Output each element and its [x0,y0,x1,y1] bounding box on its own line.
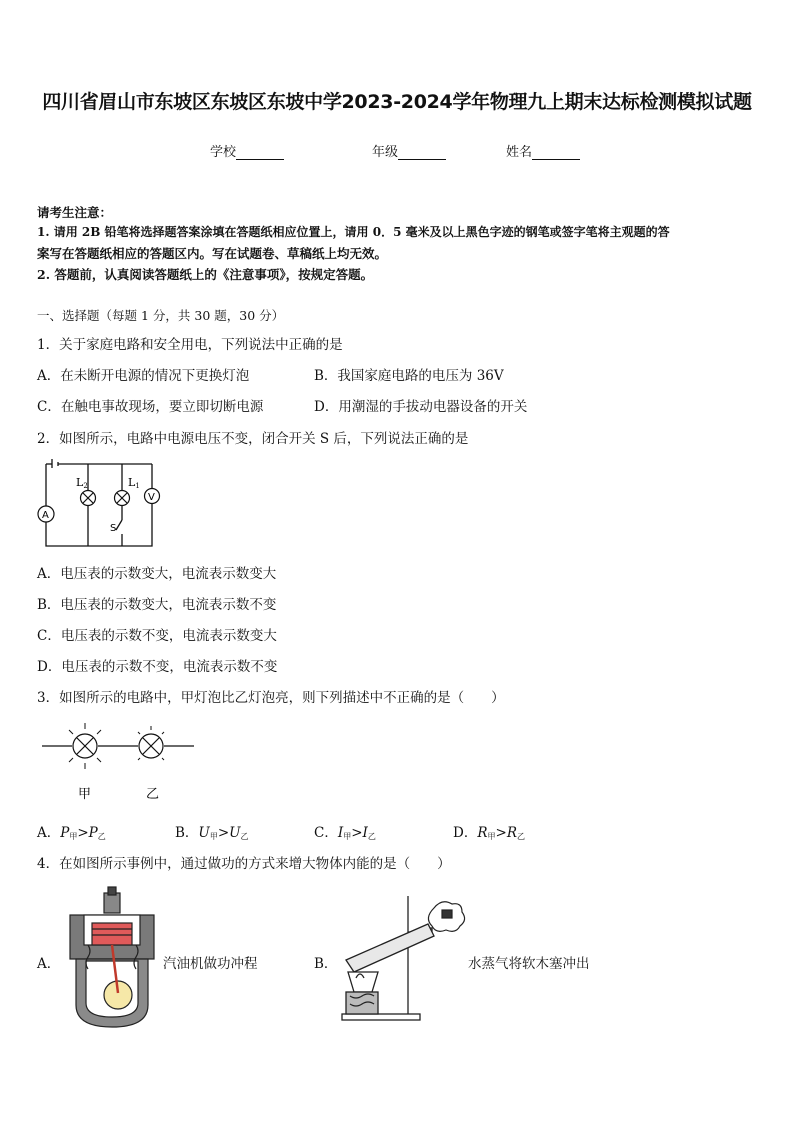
notice-line-2: 2. 答题前，认真阅读答题纸上的《注意事项》，按规定答题。 [37,267,374,282]
q1-option-c[interactable]: C．在触电事故现场，要立即切断电源 [37,399,264,415]
q4-option-a[interactable]: A． [37,956,61,972]
grade-field[interactable] [372,141,446,160]
voltmeter-label: V [148,492,155,503]
notice-header: 请考生注意： [37,205,113,220]
switch-label: S [110,523,117,534]
steam-cork-apparatus-illustration [338,892,468,1024]
q3-option-c[interactable]: C．$I_甲>I_乙$ [314,825,376,841]
cork-burst-icon [428,902,464,932]
q1-stem: 1．关于家庭电路和安全用电，下列说法中正确的是 [37,337,343,353]
q3-lamps-diagram [42,720,197,805]
q3-option-b[interactable]: B．$U_甲>U_乙$ [175,825,249,841]
school-field[interactable] [210,141,284,160]
lamp-l1-label: L1 [128,476,140,490]
name-field[interactable] [506,141,580,160]
lamp-jia-icon [69,723,101,769]
lamp-l2-icon [81,491,96,506]
q3-option-a[interactable]: A．$P_甲>P_乙$ [37,825,106,841]
q4-stem: 4．在如图所示事例中，通过做功的方式来增大物体内能的是（ ） [37,856,451,872]
lamp-l1-icon [115,491,130,506]
name-blank[interactable] [532,145,580,160]
q4-option-b[interactable]: B． [314,956,338,972]
q4-option-a-caption: 汽油机做功冲程 [163,956,258,972]
notice-line-1: 1. 请用 2B 铅笔将选择题答案涂填在答题纸相应位置上，请用 0．5 毫米及以上黑色字迹的钢笔或签字笔将主观题的答 [37,225,670,239]
section-heading: 一、选择题（每题 1 分，共 30 题，30 分） [37,308,285,323]
q2-stem: 2．如图所示，电路中电源电压不变，闭合开关 S 后，下列说法正确的是 [37,431,469,447]
engine-cylinder-illustration [62,885,162,1035]
lamp-yi-label: 乙 [146,787,160,802]
lamp-l2-label: L2 [76,476,88,490]
q2-option-b[interactable]: B．电压表的示数变大，电流表示数不变 [37,597,277,613]
page-title: 四川省眉山市东坡区东坡区东坡中学2023-2024学年物理九上期末达标检测模拟试题 [42,91,752,113]
q1-option-b[interactable]: B．我国家庭电路的电压为 36V [314,368,504,384]
q4-option-b-caption: 水蒸气将软木塞冲出 [468,956,590,972]
school-blank[interactable] [236,145,284,160]
grade-label: 年级 [372,145,399,160]
q1-option-a[interactable]: A．在未断开电源的情况下更换灯泡 [37,368,250,384]
notice-line-1b: 案写在答题纸相应的答题区内。写在试题卷、草稿纸上均无效。 [37,246,388,261]
lamp-yi-icon [138,726,164,760]
lamp-jia-label: 甲 [78,787,92,802]
q3-option-d[interactable]: D．$R_甲>R_乙$ [453,825,525,841]
q3-stem: 3．如图所示的电路中，甲灯泡比乙灯泡亮，则下列描述中不正确的是（ ） [37,690,505,706]
name-label: 姓名 [506,145,533,160]
q1-option-d[interactable]: D．用潮湿的手拔动电器设备的开关 [314,399,528,415]
grade-blank[interactable] [398,145,446,160]
school-label: 学校 [210,145,237,160]
q2-option-d[interactable]: D．电压表的示数不变，电流表示数不变 [37,659,278,675]
q2-option-c[interactable]: C．电压表的示数不变，电流表示数变大 [37,628,277,644]
q2-circuit-diagram [38,456,168,552]
q2-option-a[interactable]: A．电压表的示数变大，电流表示数变大 [37,566,277,582]
ammeter-label: A [42,510,49,521]
